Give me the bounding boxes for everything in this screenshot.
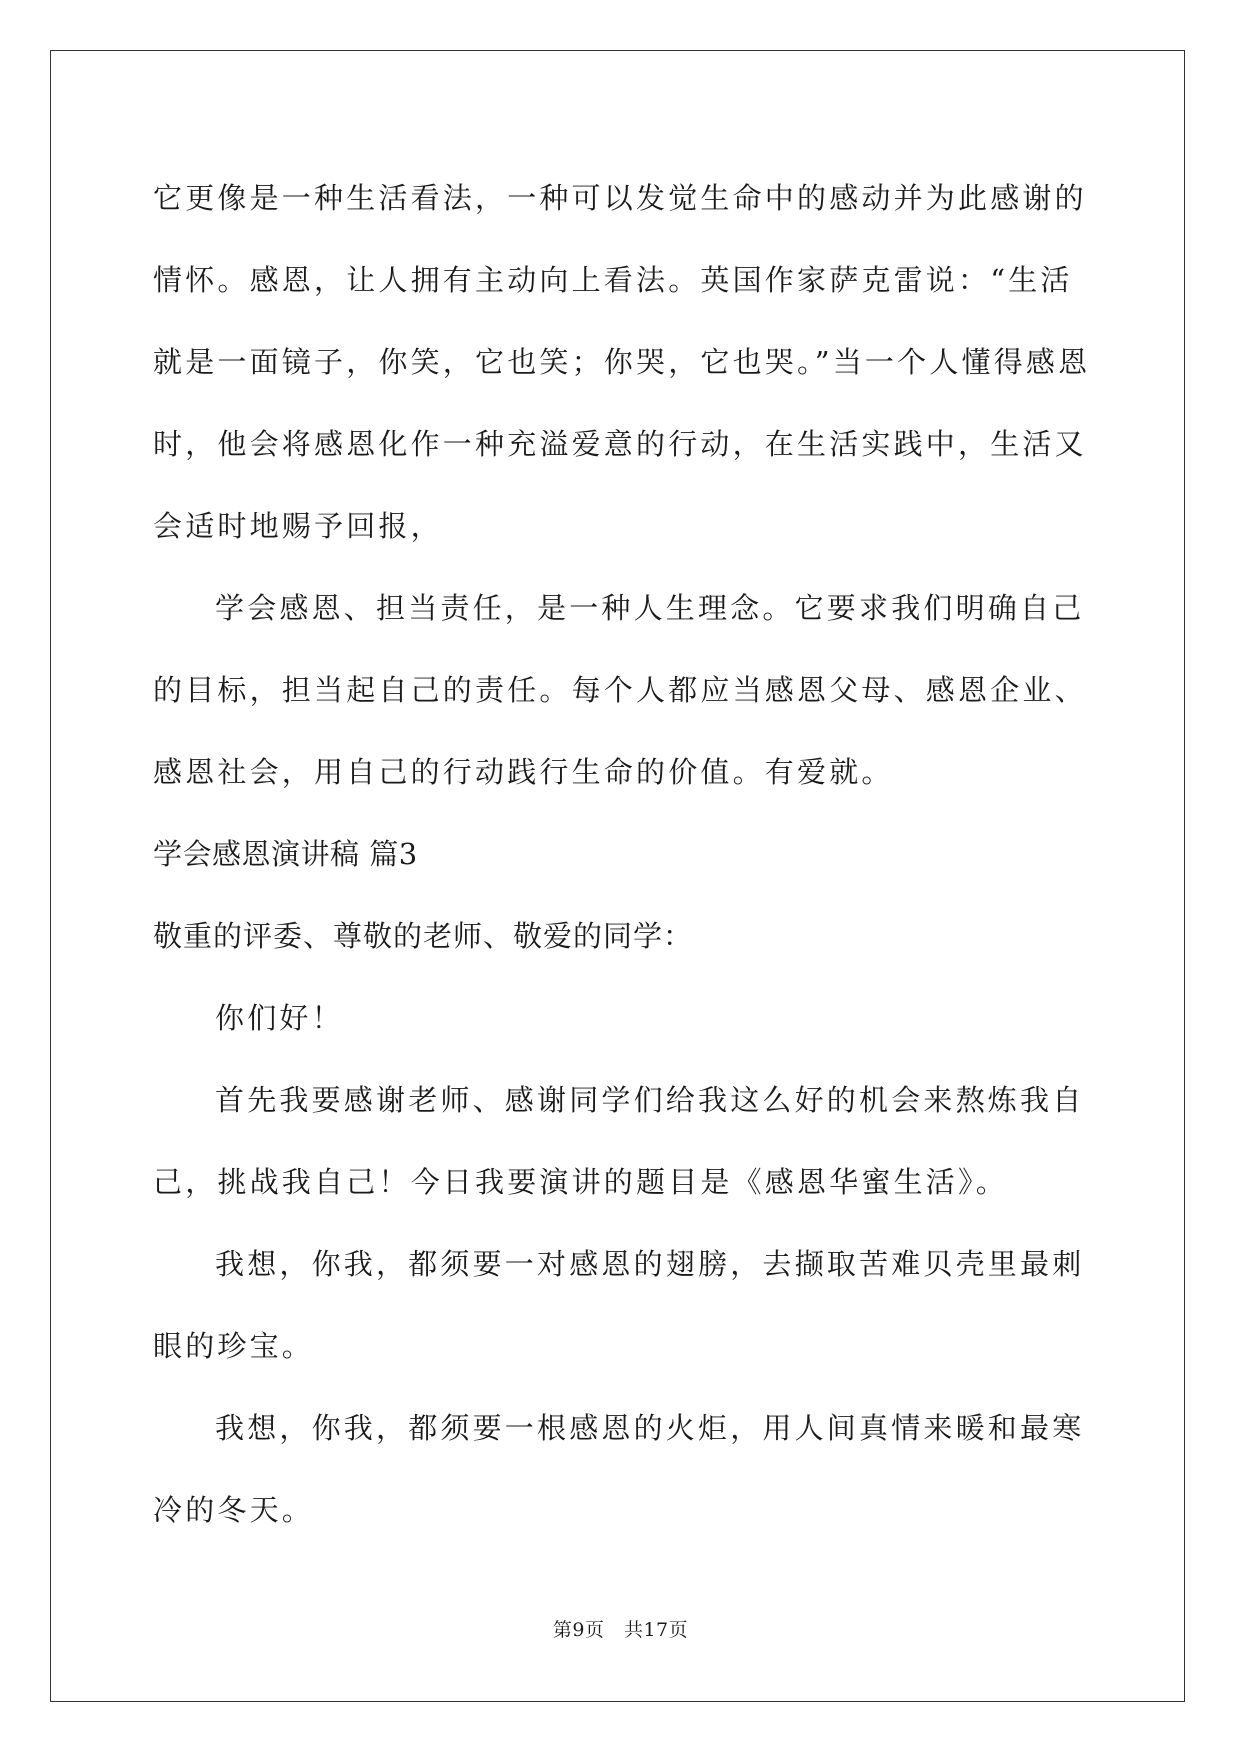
section-heading: 学会感恩演讲稿 篇3 (153, 837, 418, 871)
salutation: 敬重的评委、尊敬的老师、敬爱的同学： (153, 919, 694, 953)
paragraph-2: 学会感恩、担当责任，是一种人生理念。它要求我们明确自己的目标，担当起自己的责任。每个人都应当感恩父母、感恩企业、感恩社会，用自己的行动践行生命的价值。有爱就。 (153, 591, 1087, 789)
page-number-footer: 第9页 共17页 (552, 1619, 689, 1641)
paragraph-5: 我想，你我，都须要一对感恩的翅膀，去撷取苦难贝壳里最刺眼的珍宝。 (153, 1247, 1085, 1363)
paragraph-3: 你们好！ (215, 1001, 344, 1035)
paragraph-1: 它更像是一种生活看法，一种可以发觉生命中的感动并为此感谢的情怀。感恩，让人拥有主动向上看法。英国作家萨克雷说：“生活就是一面镜子，你笑，它也笑；你哭，它也哭。”当一个人懂得感恩时，他会将感恩化作一种充溢爱意的行动，在生活实践中，生活又会适时地赐予回报， (153, 181, 1091, 543)
document-body (153, 157, 1093, 1551)
paragraph-6: 我想，你我，都须要一根感恩的火炬，用人间真情来暖和最寒冷的冬天。 (153, 1411, 1085, 1527)
paragraph-4: 首先我要感谢老师、感谢同学们给我这么好的机会来熬炼我自己，挑战我自己！今日我要演讲的题目是《感恩华蜜生活》。 (153, 1083, 1085, 1199)
